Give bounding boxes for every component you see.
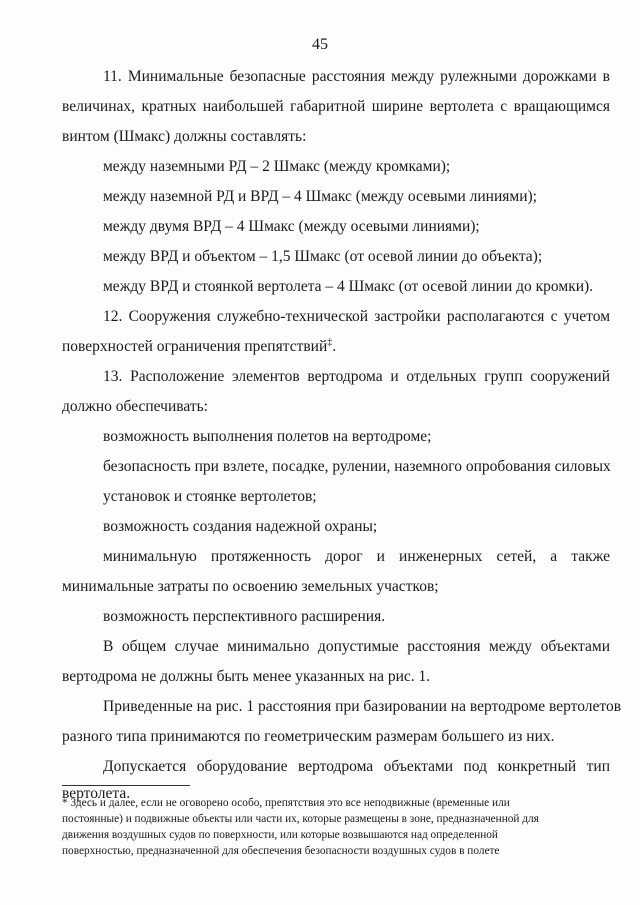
footnote-line: движения воздушных судов по поверхности, или которые возвышаются над определенной	[62, 829, 498, 841]
paragraph-line: вертодрома не должны быть менее указанных на рис. 1.	[62, 668, 431, 685]
paragraph-line: вертолета.	[62, 785, 131, 802]
footnote-divider	[62, 785, 190, 786]
paragraph-12-text: поверхностей ограничения препятствий	[62, 338, 328, 355]
paragraph-13-line-1: 13. Расположение элементов вертодрома и отдельных групп сооружений	[103, 368, 610, 385]
paragraph-13-line-2: должно обеспечивать:	[62, 398, 208, 415]
footnote-line: постоянные) и подвижные объекты или части их, которые размещены в зоне, предназначенной для	[62, 813, 539, 825]
list-item-continuation: минимальные затраты по освоению земельных участков;	[62, 578, 439, 595]
page-number: 45	[312, 36, 328, 53]
paragraph-line: В общем случае минимально допустимые расстояния между объектами	[103, 638, 610, 655]
footnote-line: поверхностью, предназначенной для обеспечения безопасности воздушных судов в полете	[62, 845, 500, 857]
paragraph-line: разного типа принимаются по геометрическим размерам большего из них.	[62, 728, 555, 745]
list-item-continuation: установок и стоянке вертолетов;	[103, 488, 317, 505]
list-item: минимальную протяженность дорог и инженерных сетей, а также	[103, 548, 610, 565]
paragraph-12-line-2: поверхностей ограничения препятствий‡.	[62, 336, 337, 355]
paragraph-11-line-2: величинах, кратных наибольшей габаритной ширине вертолета с вращающимся	[62, 98, 610, 115]
list-item: между ВРД и стоянкой вертолета – 4 Шмакс (от осевой линии до кромки).	[103, 278, 594, 295]
list-item: безопасность при взлете, посадке, рулении, наземного опробования силовых	[103, 458, 611, 475]
footnote-mark: ‡	[327, 336, 333, 348]
paragraph-line: Допускается оборудование вертодрома объектами под конкретный тип	[103, 758, 610, 775]
list-item: возможность создания надежной охраны;	[103, 518, 378, 535]
footnote-line: * Здесь и далее, если не оговорено особо, препятствия это все неподвижные (временные или	[62, 797, 510, 809]
list-item: между ВРД и объектом – 1,5 Шмакс (от осевой линии до объекта);	[103, 248, 543, 265]
list-item: между наземной РД и ВРД – 4 Шмакс (между осевыми линиями);	[103, 188, 537, 205]
list-item: между двумя ВРД – 4 Шмакс (между осевыми линиями);	[103, 218, 480, 235]
list-item: возможность перспективного расширения.	[103, 608, 386, 625]
list-item: возможность выполнения полетов на вертодроме;	[103, 428, 432, 445]
paragraph-11-line-1: 11. Минимальные безопасные расстояния между рулежными дорожками в	[103, 68, 610, 85]
paragraph-11-line-3: винтом (Шмакс) должны составлять:	[62, 128, 307, 145]
list-item: между наземными РД – 2 Шмакс (между кромками);	[103, 158, 451, 175]
paragraph-line: Приведенные на рис. 1 расстояния при базировании на вертодроме вертолетов	[103, 698, 622, 715]
paragraph-12-line-1: 12. Сооружения служебно-технической застройки располагаются с учетом	[103, 308, 610, 325]
